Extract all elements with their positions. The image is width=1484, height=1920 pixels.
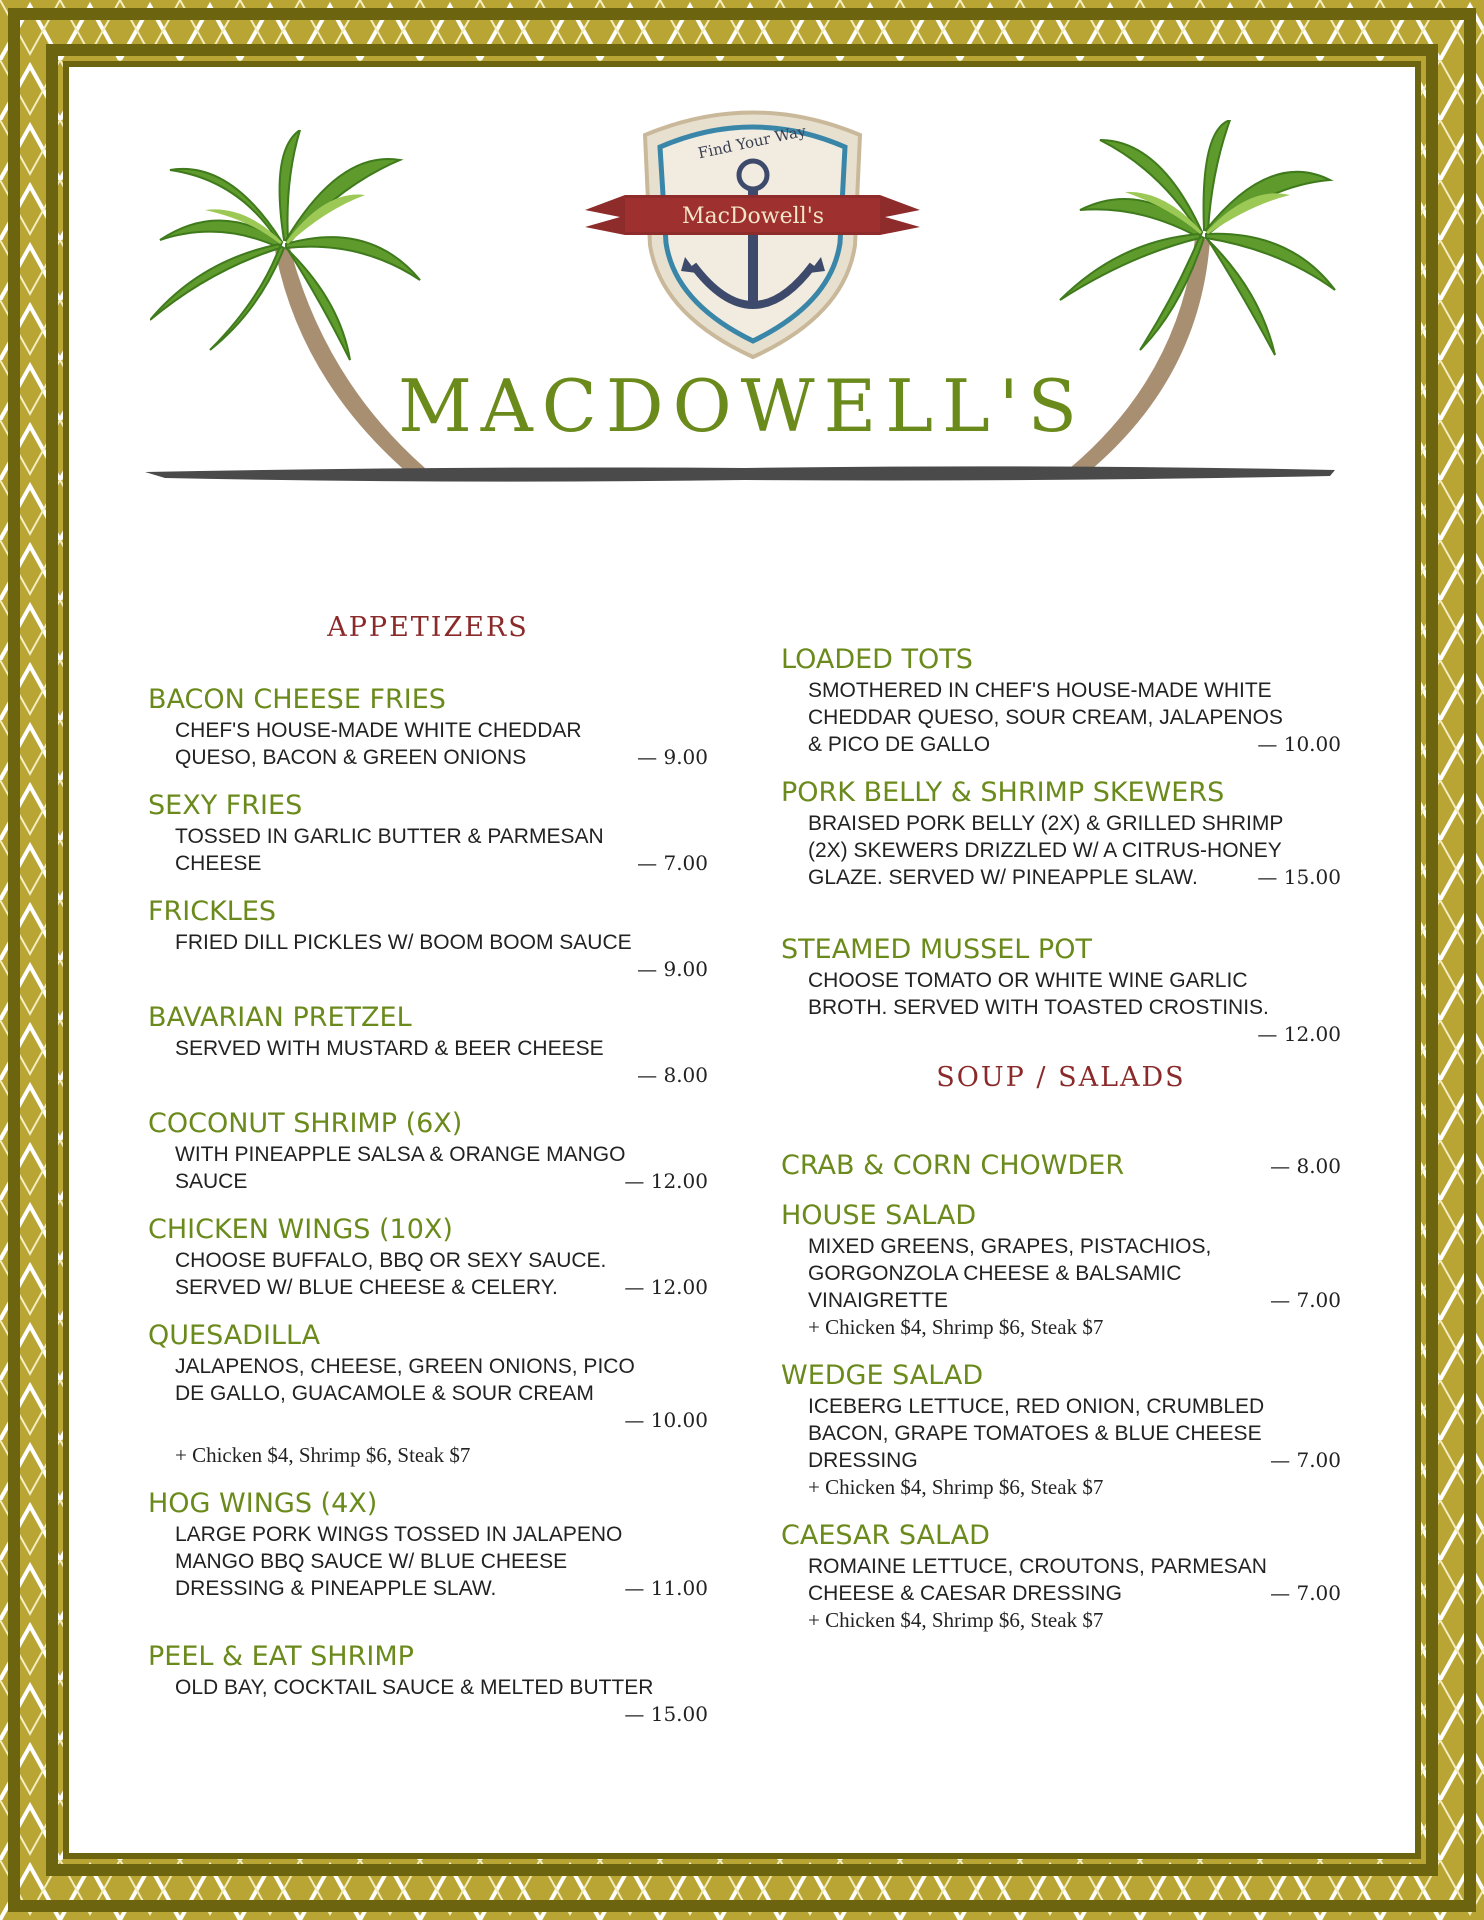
menu-item [148, 1001, 708, 1089]
item-description: OLD BAY, COCKTAIL SAUCE & MELTED BUTTER [175, 1676, 654, 1699]
menu-item [148, 789, 708, 877]
item-price: — 8.00 [637, 1063, 708, 1087]
item-description: BRAISED PORK BELLY (2X) & GRILLED SHRIMP (2X) SKEWERS DRIZZLED W/ A CITRUS-HONEY GLAZE. SERVED W/ PINEAPPLE SLAW. [808, 812, 1284, 889]
item-description: ROMAINE LETTUCE, CROUTONS, PARMESAN CHEESE & CAESAR DRESSING [808, 1555, 1267, 1605]
item-name: PORK BELLY & SHRIMP SKEWERS [781, 777, 1225, 808]
item-name: STEAMED MUSSEL POT [781, 934, 1092, 965]
item-description: ICEBERG LETTUCE, RED ONION, CRUMBLED BACON, GRAPE TOMATOES & BLUE CHEESE DRESSING [808, 1395, 1265, 1472]
item-price: — 9.00 [637, 745, 708, 769]
item-addon: + Chicken $4, Shrimp $6, Steak $7 [808, 1475, 1104, 1499]
item-addon: + Chicken $4, Shrimp $6, Steak $7 [175, 1443, 471, 1467]
menu-item [148, 1107, 708, 1195]
item-name: BAVARIAN PRETZEL [148, 1002, 412, 1033]
item-price: — 12.00 [624, 1275, 708, 1299]
item-description: WITH PINEAPPLE SALSA & ORANGE MANGO SAUCE [175, 1143, 626, 1193]
item-name: CAESAR SALAD [781, 1520, 990, 1551]
item-price: — 15.00 [1257, 865, 1341, 889]
menu-item [148, 1487, 708, 1602]
menu-item [148, 895, 708, 983]
item-price: — 12.00 [624, 1169, 708, 1193]
item-description: LARGE PORK WINGS TOSSED IN JALAPENO MANGO BBQ SAUCE W/ BLUE CHEESE DRESSING & PINEAPPLE SLAW. [175, 1523, 623, 1600]
item-price: — 12.00 [1257, 1022, 1341, 1046]
item-description: CHOOSE BUFFALO, BBQ OR SEXY SAUCE. SERVED W/ BLUE CHEESE & CELERY. [175, 1249, 607, 1299]
item-description: MIXED GREENS, GRAPES, PISTACHIOS, GORGONZOLA CHEESE & BALSAMIC VINAIGRETTE [808, 1235, 1212, 1312]
menu-item [148, 1640, 708, 1728]
item-price: — 15.00 [624, 1702, 708, 1726]
item-price: — 9.00 [637, 957, 708, 981]
menu-item [781, 1149, 1341, 1183]
item-price: — 7.00 [1270, 1581, 1341, 1605]
item-price: — 7.00 [1270, 1288, 1341, 1312]
item-name: QUESADILLA [148, 1320, 321, 1351]
item-description: JALAPENOS, CHEESE, GREEN ONIONS, PICO DE GALLO, GUACAMOLE & SOUR CREAM [175, 1355, 635, 1405]
menu-item [781, 1199, 1341, 1341]
item-price: — 8.00 [1270, 1154, 1341, 1178]
logo-motto: Find Your Way [696, 121, 808, 163]
menu-item [148, 1213, 708, 1301]
item-name: PEEL & EAT SHRIMP [148, 1641, 414, 1672]
item-description: CHOOSE TOMATO OR WHITE WINE GARLIC BROTH. SERVED WITH TOASTED CROSTINIS. [808, 969, 1269, 1019]
section-title-soup-salads: SOUP / SALADS [936, 1062, 1186, 1093]
item-name: CRAB & CORN CHOWDER [781, 1150, 1125, 1181]
logo [585, 95, 920, 360]
brush-stroke-divider [145, 462, 1335, 484]
menu-item [781, 933, 1341, 1048]
section-title-appetizers: APPETIZERS [327, 612, 529, 643]
right-column [781, 643, 1341, 1634]
menu-item [148, 1319, 708, 1469]
item-name: WEDGE SALAD [781, 1360, 984, 1391]
item-price: — 10.00 [1257, 732, 1341, 756]
item-price: — 7.00 [1270, 1448, 1341, 1472]
item-description: CHEF'S HOUSE-MADE WHITE CHEDDAR QUESO, BACON & GREEN ONIONS [175, 719, 582, 769]
item-price: — 11.00 [624, 1576, 708, 1600]
menu-item [781, 643, 1341, 758]
menu-item [781, 1519, 1341, 1634]
menu-item [781, 1359, 1341, 1501]
item-name: CHICKEN WINGS (10X) [148, 1214, 453, 1245]
item-addon: + Chicken $4, Shrimp $6, Steak $7 [808, 1315, 1104, 1339]
item-name: LOADED TOTS [781, 644, 973, 675]
item-description: TOSSED IN GARLIC BUTTER & PARMESAN CHEESE [175, 825, 604, 875]
logo-banner: MacDowell's [681, 204, 825, 229]
item-description: FRIED DILL PICKLES W/ BOOM BOOM SAUCE [175, 931, 632, 954]
item-name: HOUSE SALAD [781, 1200, 977, 1231]
item-name: BACON CHEESE FRIES [148, 684, 446, 715]
item-description: SERVED WITH MUSTARD & BEER CHEESE [175, 1037, 604, 1060]
item-description: SMOTHERED IN CHEF'S HOUSE-MADE WHITE CHEDDAR QUESO, SOUR CREAM, JALAPENOS & PICO DE GALLO [808, 679, 1283, 756]
item-name: HOG WINGS (4X) [148, 1488, 378, 1519]
item-name: SEXY FRIES [148, 790, 303, 821]
page-title: MACDOWELL'S [398, 364, 1086, 448]
item-addon: + Chicken $4, Shrimp $6, Steak $7 [808, 1608, 1104, 1632]
menu-item [148, 683, 708, 771]
appetizers-column [148, 600, 708, 1728]
item-name: COCONUT SHRIMP (6X) [148, 1108, 463, 1139]
menu-item [781, 776, 1341, 891]
item-price: — 7.00 [637, 851, 708, 875]
item-name: FRICKLES [148, 896, 277, 927]
item-price: — 10.00 [624, 1408, 708, 1432]
